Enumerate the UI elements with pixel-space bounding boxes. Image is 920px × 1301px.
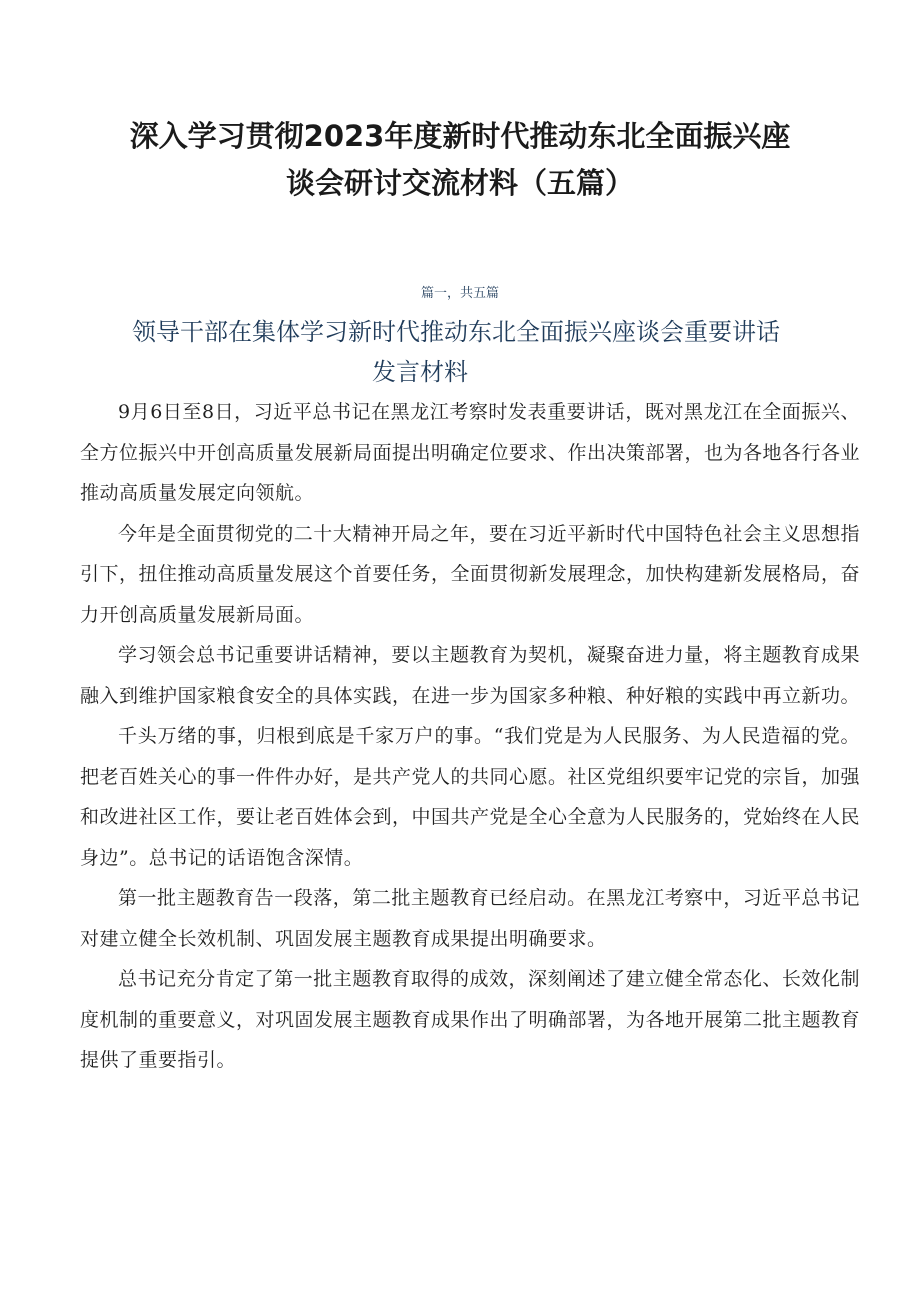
section-label: 篇一，共五篇: [420, 286, 499, 301]
body-paragraph-2: 今年是全面贯彻党的二十大精神开局之年，要在习近平新时代中国特色社会主义思想指引下，扭住推动高质量发展这个首要任务，全面贯彻新发展理念，加快构建新发展格局，奋力开创高质量发展新局面。: [80, 522, 861, 626]
body-paragraph-3: 学习领会总书记重要讲话精神，要以主题教育为契机，凝聚奋进力量，将主题教育成果融入到维护国家粮食安全的具体实践，在进一步为国家多种粮、种好粮的实践中再立新功。: [80, 644, 861, 707]
body-paragraph-4: 千头万绪的事，归根到底是千家万户的事。“我们党是为人民服务、为人民造福的党。把老百姓关心的事一件件办好，是共产党人的共同心愿。社区党组织要牢记党的宗旨，加强和改进社区工作，要让老百姓体会到，中国共产党是全心全意为人民服务的，党始终在人民身边”。总书记的话语饱含深情。: [80, 725, 861, 869]
body-paragraph-1: 9月6日至8日，习近平总书记在黑龙江考察时发表重要讲话，既对黑龙江在全面振兴、全方位振兴中开创高质量发展新局面提出明确定位要求、作出决策部署，也为各地各行各业推动高质量发展定向领航。: [80, 401, 861, 504]
section-title-line-1: 领导干部在集体学习新时代推动东北全面振兴座谈会重要讲话: [132, 318, 780, 346]
document-body: [80, 392, 860, 1081]
document-title-line-2: 谈会研讨交流材料（五篇）: [285, 166, 634, 200]
section-title-line-2: 发言材料: [372, 358, 468, 386]
body-paragraph-5: 第一批主题教育告一段落，第二批主题教育已经启动。在黑龙江考察中，习近平总书记对建立健全长效机制、巩固发展主题教育成果提出明确要求。: [80, 887, 860, 950]
body-paragraph-6: 总书记充分肯定了第一批主题教育取得的成效，深刻阐述了建立健全常态化、长效化制度机制的重要意义，对巩固发展主题教育成果作出了明确部署，为各地开展第二批主题教育提供了重要指引。: [80, 968, 861, 1071]
document-title-line-1: 深入学习贯彻2023年度新时代推动东北全面振兴座: [129, 119, 791, 153]
